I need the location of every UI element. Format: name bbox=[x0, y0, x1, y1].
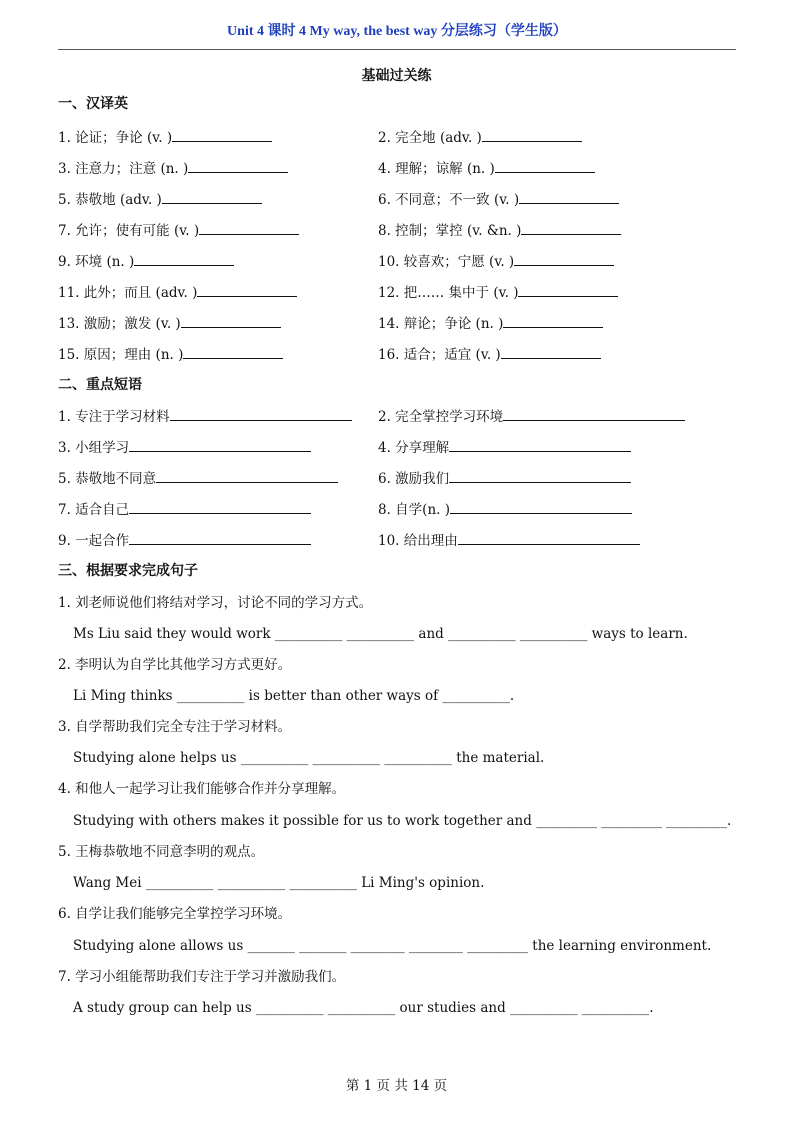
sentence-answer: A study group can help us __________ __________ our studies and __________ __________. bbox=[73, 1000, 654, 1016]
vocab-item: 8. 控制；掌控 (v. &n. ) bbox=[378, 220, 621, 240]
vocab-item: 5. 恭敬地 (adv. ) bbox=[58, 189, 262, 209]
phrase-item: 9. 一起合作 bbox=[58, 530, 311, 550]
phrase-item: 7. 适合自己 bbox=[58, 499, 311, 519]
vocab-item: 3. 注意力；注意 (n. ) bbox=[58, 158, 288, 178]
section-2-title: 二、重点短语 bbox=[58, 377, 142, 393]
sentence-answer: Ms Liu said they would work __________ __________ and __________ __________ ways to learn. bbox=[73, 626, 688, 642]
sentence-prompt: 5. 王梅恭敬地不同意李明的观点。 bbox=[58, 844, 265, 860]
vocab-item: 4. 理解；谅解 (n. ) bbox=[378, 158, 595, 178]
vocab-item: 16. 适合；适宜 (v. ) bbox=[378, 344, 601, 364]
sentence-prompt: 4. 和他人一起学习让我们能够合作并分享理解。 bbox=[58, 781, 346, 797]
header-divider bbox=[58, 49, 736, 50]
phrase-item: 2. 完全掌控学习环境 bbox=[378, 406, 685, 426]
sentence-prompt: 2. 李明认为自学比其他学习方式更好。 bbox=[58, 657, 292, 673]
section-1-title: 一、汉译英 bbox=[58, 96, 128, 112]
sentence-prompt: 7. 学习小组能帮助我们专注于学习并激励我们。 bbox=[58, 969, 346, 985]
sentence-answer: Studying with others makes it possible for us to work together and _________ _________ _________. bbox=[73, 813, 732, 829]
sentence-prompt: 3. 自学帮助我们完全专注于学习材料。 bbox=[58, 719, 292, 735]
vocab-item: 6. 不同意；不一致 (v. ) bbox=[378, 189, 619, 209]
vocab-item: 1. 论证；争论 (v. ) bbox=[58, 127, 272, 147]
phrase-item: 10. 给出理由 bbox=[378, 530, 640, 550]
phrase-item: 4. 分享理解 bbox=[378, 437, 631, 457]
vocab-item: 11. 此外；而且 (adv. ) bbox=[58, 282, 297, 302]
section-3-title: 三、根据要求完成句子 bbox=[58, 563, 198, 579]
sentence-prompt: 6. 自学让我们能够完全掌控学习环境。 bbox=[58, 906, 292, 922]
vocab-item: 10. 较喜欢；宁愿 (v. ) bbox=[378, 251, 614, 271]
phrase-item: 1. 专注于学习材料 bbox=[58, 406, 352, 426]
sentence-answer: Wang Mei __________ __________ __________ Li Ming's opinion. bbox=[73, 875, 485, 891]
phrase-item: 3. 小组学习 bbox=[58, 437, 311, 457]
vocab-item: 2. 完全地 (adv. ) bbox=[378, 127, 582, 147]
phrase-item: 5. 恭敬地不同意 bbox=[58, 468, 338, 488]
phrase-item: 6. 激励我们 bbox=[378, 468, 631, 488]
sentence-prompt: 1. 刘老师说他们将结对学习，讨论不同的学习方式。 bbox=[58, 595, 373, 611]
vocab-item: 9. 环境 (n. ) bbox=[58, 251, 234, 271]
page-subtitle: 基础过关练 bbox=[361, 68, 432, 84]
page-footer: 第 1 页 共 14 页 bbox=[345, 1078, 448, 1094]
sentence-answer: Li Ming thinks __________ is better than other ways of __________. bbox=[73, 688, 515, 704]
vocab-item: 15. 原因；理由 (n. ) bbox=[58, 344, 283, 364]
vocab-item: 14. 辩论；争论 (n. ) bbox=[378, 313, 603, 333]
sentence-answer: Studying alone allows us _______ _______ ________ ________ _________ the learning environment. bbox=[73, 938, 712, 954]
sentence-answer: Studying alone helps us __________ __________ __________ the material. bbox=[73, 750, 545, 766]
vocab-item: 7. 允许；使有可能 (v. ) bbox=[58, 220, 299, 240]
vocab-item: 13. 激励；激发 (v. ) bbox=[58, 313, 281, 333]
page-header: Unit 4 课时 4 My way, the best way 分层练习（学生版） bbox=[227, 24, 567, 39]
phrase-item: 8. 自学(n. ) bbox=[378, 499, 632, 519]
vocab-item: 12. 把…… 集中于 (v. ) bbox=[378, 282, 618, 302]
